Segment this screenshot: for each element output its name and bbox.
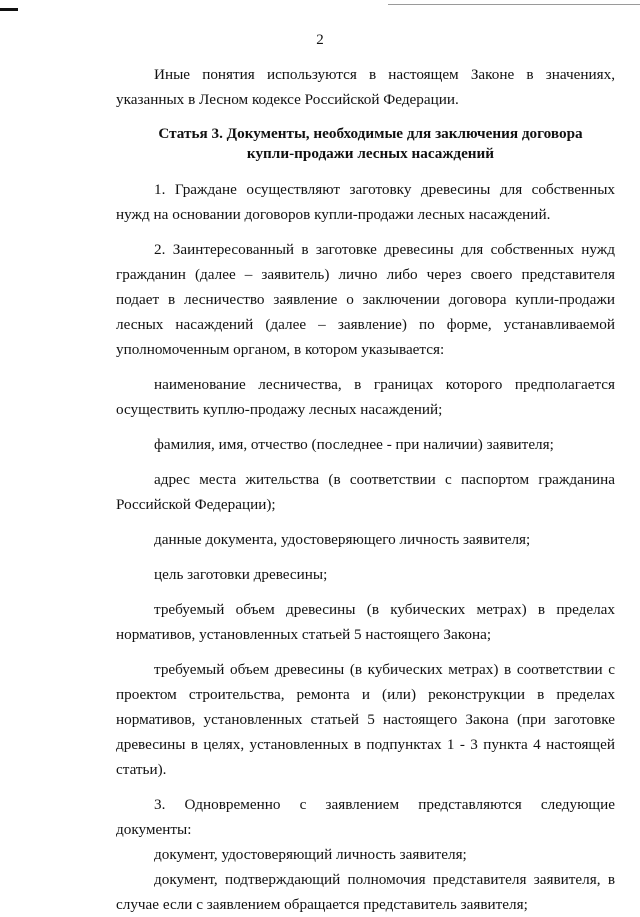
article-title-line-2: купли-продажи лесных насаждений: [246, 145, 495, 162]
list-item-identity-doc: документ, удостоверяющий личность заявителя;: [154, 846, 467, 863]
list-item-volume-norms: требуемый объем древесины (в кубических метрах) в пределах нормативов, установленных статьей 5 настоящего Закона;: [116, 601, 615, 643]
paragraph-2: 2. Заинтересованный в заготовке древесины для собственных нужд гражданин (далее – заявитель) лично либо через своего представителя подает в лесничество заявление о заключении договора купли-продажи лесных насаждений (далее – заявление) по форме, устанавливаемой уполномоченным органом, в котором указывается:: [116, 241, 615, 358]
scan-top-line: [388, 4, 640, 5]
list-item-full-name: фамилия, имя, отчество (последнее - при наличии) заявителя;: [154, 436, 554, 453]
list-item-forestry-name: наименование лесничества, в границах которого предполагается осуществить куплю-продажу лесных насаждений;: [116, 376, 615, 418]
list-item-representative-doc: документ, подтверждающий полномочия представителя заявителя, в случае если с заявлением обращается представитель заявителя;: [116, 871, 615, 913]
paragraph-3: 3. Одновременно с заявлением представляются следующие документы:: [116, 796, 615, 838]
paragraph-1: 1. Граждане осуществляют заготовку древесины для собственных нужд на основании договоров купли-продажи лесных насаждений.: [116, 181, 615, 223]
list-item-address: адрес места жительства (в соответствии с паспортом гражданина Российской Федерации);: [116, 471, 615, 513]
intro-paragraph: Иные понятия используются в настоящем Законе в значениях, указанных в Лесном кодексе Российской Федерации.: [116, 66, 615, 108]
list-item-id-document: данные документа, удостоверяющего личность заявителя;: [154, 531, 531, 548]
scan-edge-mark: [0, 8, 18, 11]
document-body: [116, 62, 615, 917]
list-item-volume-project: требуемый объем древесины (в кубических метрах) в соответствии с проектом строительства, ремонта и (или) реконструкции в пределах нормативов, установленных статьей 5 настоящего Закона (при заготовке древесины в целях, установленных в подпунктах 1 - 3 пункта 4 настоящей статьи).: [116, 661, 615, 778]
page-number: 2: [316, 32, 324, 48]
list-item-purpose: цель заготовки древесины;: [154, 566, 328, 583]
article-title-line-1: Статья 3. Документы, необходимые для заключения договора: [158, 125, 583, 142]
article-heading: [116, 124, 615, 164]
